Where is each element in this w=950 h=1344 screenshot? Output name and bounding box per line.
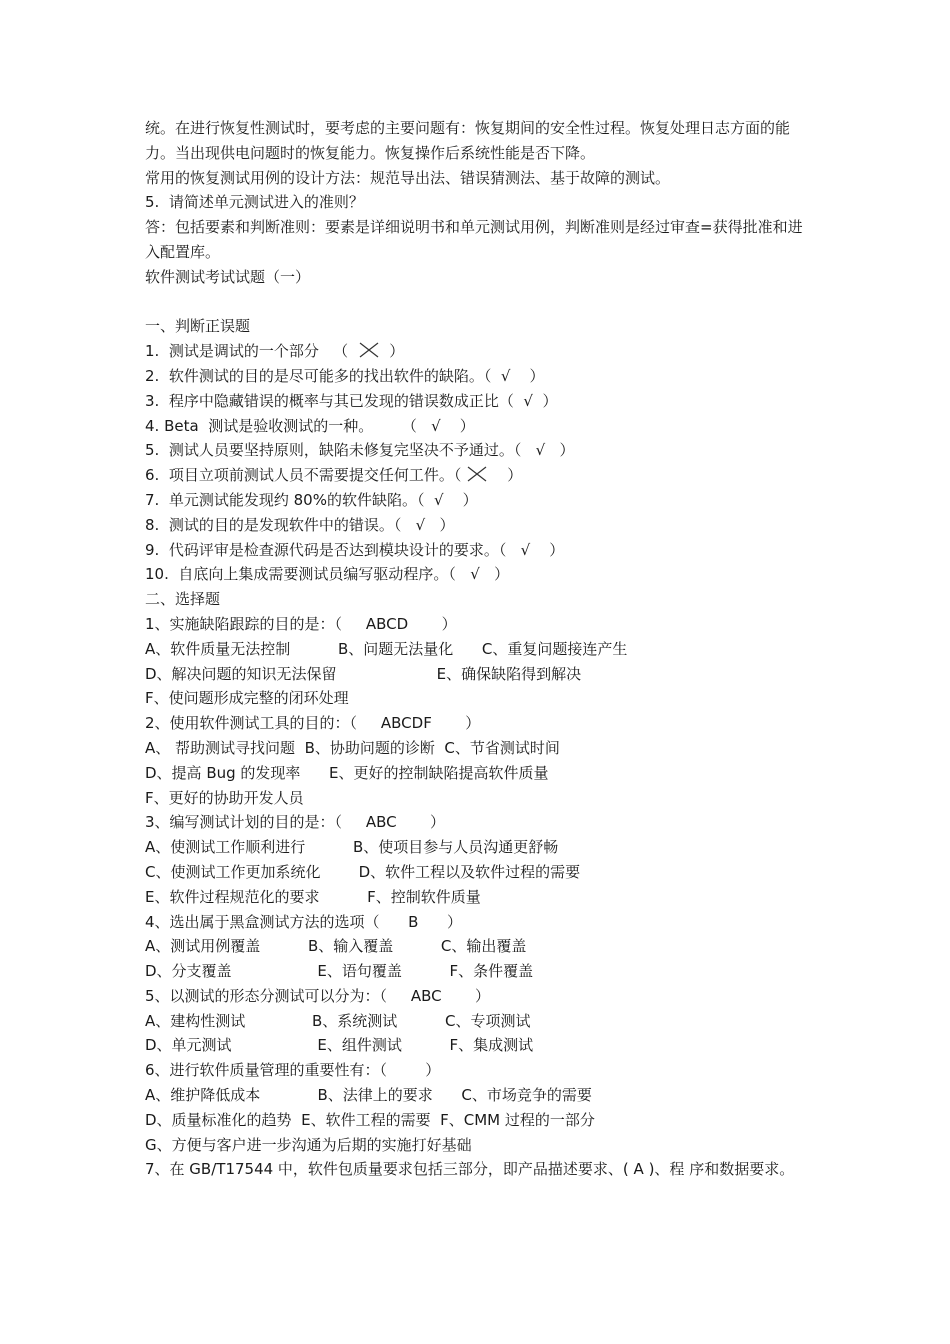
- answer-5: 答：包括要素和判断准则：要素是详细说明书和单元测试用例，判断准则是经过审查=获得批准和进入配置库。: [145, 218, 803, 261]
- choice-line: 2、使用软件测试工具的目的：（ ABCDF ）: [145, 714, 481, 733]
- judge-statement: 9. 代码评审是检查源代码是否达到模块设计的要求。（: [145, 540, 521, 559]
- intro-methods: 常用的恢复测试用例的设计方法：规范导出法、错误猜测法、基于故障的测试。: [145, 168, 671, 187]
- check-mark: √: [520, 540, 531, 559]
- choice-line: D、解决问题的知识无法保留 E、确保缺陷得到解决: [145, 664, 582, 683]
- judge-close-paren: ）: [530, 540, 565, 559]
- judge-statement: 2. 软件测试的目的是尽可能多的找出软件的缺陷。（: [145, 366, 501, 385]
- choice-line: A、建构性测试 B、系统测试 C、专项测试: [145, 1011, 531, 1030]
- judge-item: [145, 463, 810, 488]
- choice-line: 6、进行软件质量管理的重要性有：（ ）: [145, 1061, 441, 1080]
- choice-line: A、使测试工作顺利进行 B、使项目参与人员沟通更舒畅: [145, 838, 559, 857]
- choice-heading: 二、选择题: [145, 590, 221, 609]
- judge-item: [145, 364, 810, 389]
- choice-line: 1、实施缺陷跟踪的目的是：（ ABCD ）: [145, 614, 457, 633]
- judge-item: [145, 339, 810, 364]
- judge-close-paren: ）: [379, 342, 405, 361]
- judge-statement: 5. 测试人员要坚持原则，缺陷未修复完坚决不予通过。（: [145, 441, 536, 460]
- choice-line: A、测试用例覆盖 B、输入覆盖 C、输出覆盖: [145, 937, 527, 956]
- judge-item: [145, 414, 810, 439]
- question-5: 5. 请简述单元测试进入的准则？: [145, 193, 364, 212]
- check-mark: √: [415, 515, 426, 534]
- judge-close-paren: ）: [510, 366, 545, 385]
- check-mark: √: [500, 366, 511, 385]
- judge-item: [145, 513, 810, 538]
- choice-line: 4、选出属于黑盒测试方法的选项（ B ）: [145, 912, 463, 931]
- choice-line: D、提高 Bug 的发现率 E、更好的控制缺陷提高软件质量: [145, 763, 549, 782]
- check-mark: √: [523, 391, 533, 410]
- judge-list: [145, 339, 810, 587]
- intro-paragraph: 统。在进行恢复性测试时，要考虑的主要问题有：恢复期间的安全性过程。恢复处理日志方面的能力。当出现供电问题时的恢复能力。恢复操作后系统性能是否下降。: [145, 119, 791, 162]
- judge-item: [145, 438, 810, 463]
- judge-close-paren: ）: [488, 466, 523, 485]
- document-content: [145, 116, 810, 1182]
- check-mark: √: [434, 490, 444, 509]
- choice-line: F、使问题形成完整的闭环处理: [145, 689, 349, 708]
- judge-heading: 一、判断正误题: [145, 317, 251, 336]
- judge-close-paren: ）: [532, 391, 558, 410]
- choice-line: 3、编写测试计划的目的是：（ ABC ）: [145, 813, 446, 832]
- check-mark: √: [535, 441, 546, 460]
- choice-line: E、软件过程规范化的要求 F、控制软件质量: [145, 887, 481, 906]
- judge-close-paren: ）: [545, 441, 575, 460]
- cross-mark-icon: [466, 466, 488, 482]
- judge-statement: 3. 程序中隐藏错误的概率与其已发现的错误数成正比（: [145, 391, 524, 410]
- choice-line: F、更好的协助开发人员: [145, 788, 304, 807]
- choice-line: C、使测试工作更加系统化 D、软件工程以及软件过程的需要: [145, 862, 581, 881]
- judge-item: [145, 389, 810, 414]
- choice-line: A、 帮助测试寻找问题 B、协助问题的诊断 C、节省测试时间: [145, 738, 560, 757]
- judge-statement: 7. 单元测试能发现约 80%的软件缺陷。（: [145, 490, 434, 509]
- judge-item: [145, 538, 810, 563]
- judge-close-paren: ）: [479, 565, 510, 584]
- choice-list: [145, 612, 810, 1158]
- judge-item: [145, 488, 810, 513]
- judge-statement: 10. 自底向上集成需要测试员编写驱动程序。（: [145, 565, 471, 584]
- exam-title: 软件测试考试试题（一）: [145, 267, 311, 286]
- judge-statement: 8. 测试的目的是发现软件中的错误。（: [145, 515, 416, 534]
- choice-line: D、单元测试 E、组件测试 F、集成测试: [145, 1036, 534, 1055]
- judge-statement: 4. Beta 测试是验收测试的一种。 （: [145, 416, 432, 435]
- check-mark: √: [470, 565, 480, 584]
- judge-statement: 1. 测试是调试的一个部分 （: [145, 342, 358, 361]
- judge-item: [145, 562, 810, 587]
- choice-line: 5、以测试的形态分测试可以分为：（ ABC ）: [145, 986, 491, 1005]
- choice-line: A、软件质量无法控制 B、问题无法量化 C、重复问题接连产生: [145, 639, 628, 658]
- choice-line: A、维护降低成本 B、法律上的要求 C、市场竞争的需要: [145, 1086, 592, 1105]
- judge-close-paren: ）: [425, 515, 455, 534]
- choice-line: D、分支覆盖 E、语句覆盖 F、条件覆盖: [145, 962, 534, 981]
- choice-line: G、方便与客户进一步沟通为后期的实施打好基础: [145, 1135, 472, 1154]
- choice-line: D、质量标准化的趋势 E、软件工程的需要 F、CMM 过程的一部分: [145, 1110, 595, 1129]
- judge-close-paren: ）: [440, 416, 475, 435]
- blank-line: [145, 290, 810, 315]
- cross-mark-icon: [358, 342, 380, 358]
- question-7: 7、在 GB/T17544 中，软件包质量要求包括三部分，即产品描述要求、( A )、程 序和数据要求。: [145, 1160, 795, 1179]
- judge-close-paren: ）: [443, 490, 478, 509]
- check-mark: √: [431, 416, 441, 435]
- judge-statement: 6. 项目立项前测试人员不需要提交任何工件。（: [145, 466, 467, 485]
